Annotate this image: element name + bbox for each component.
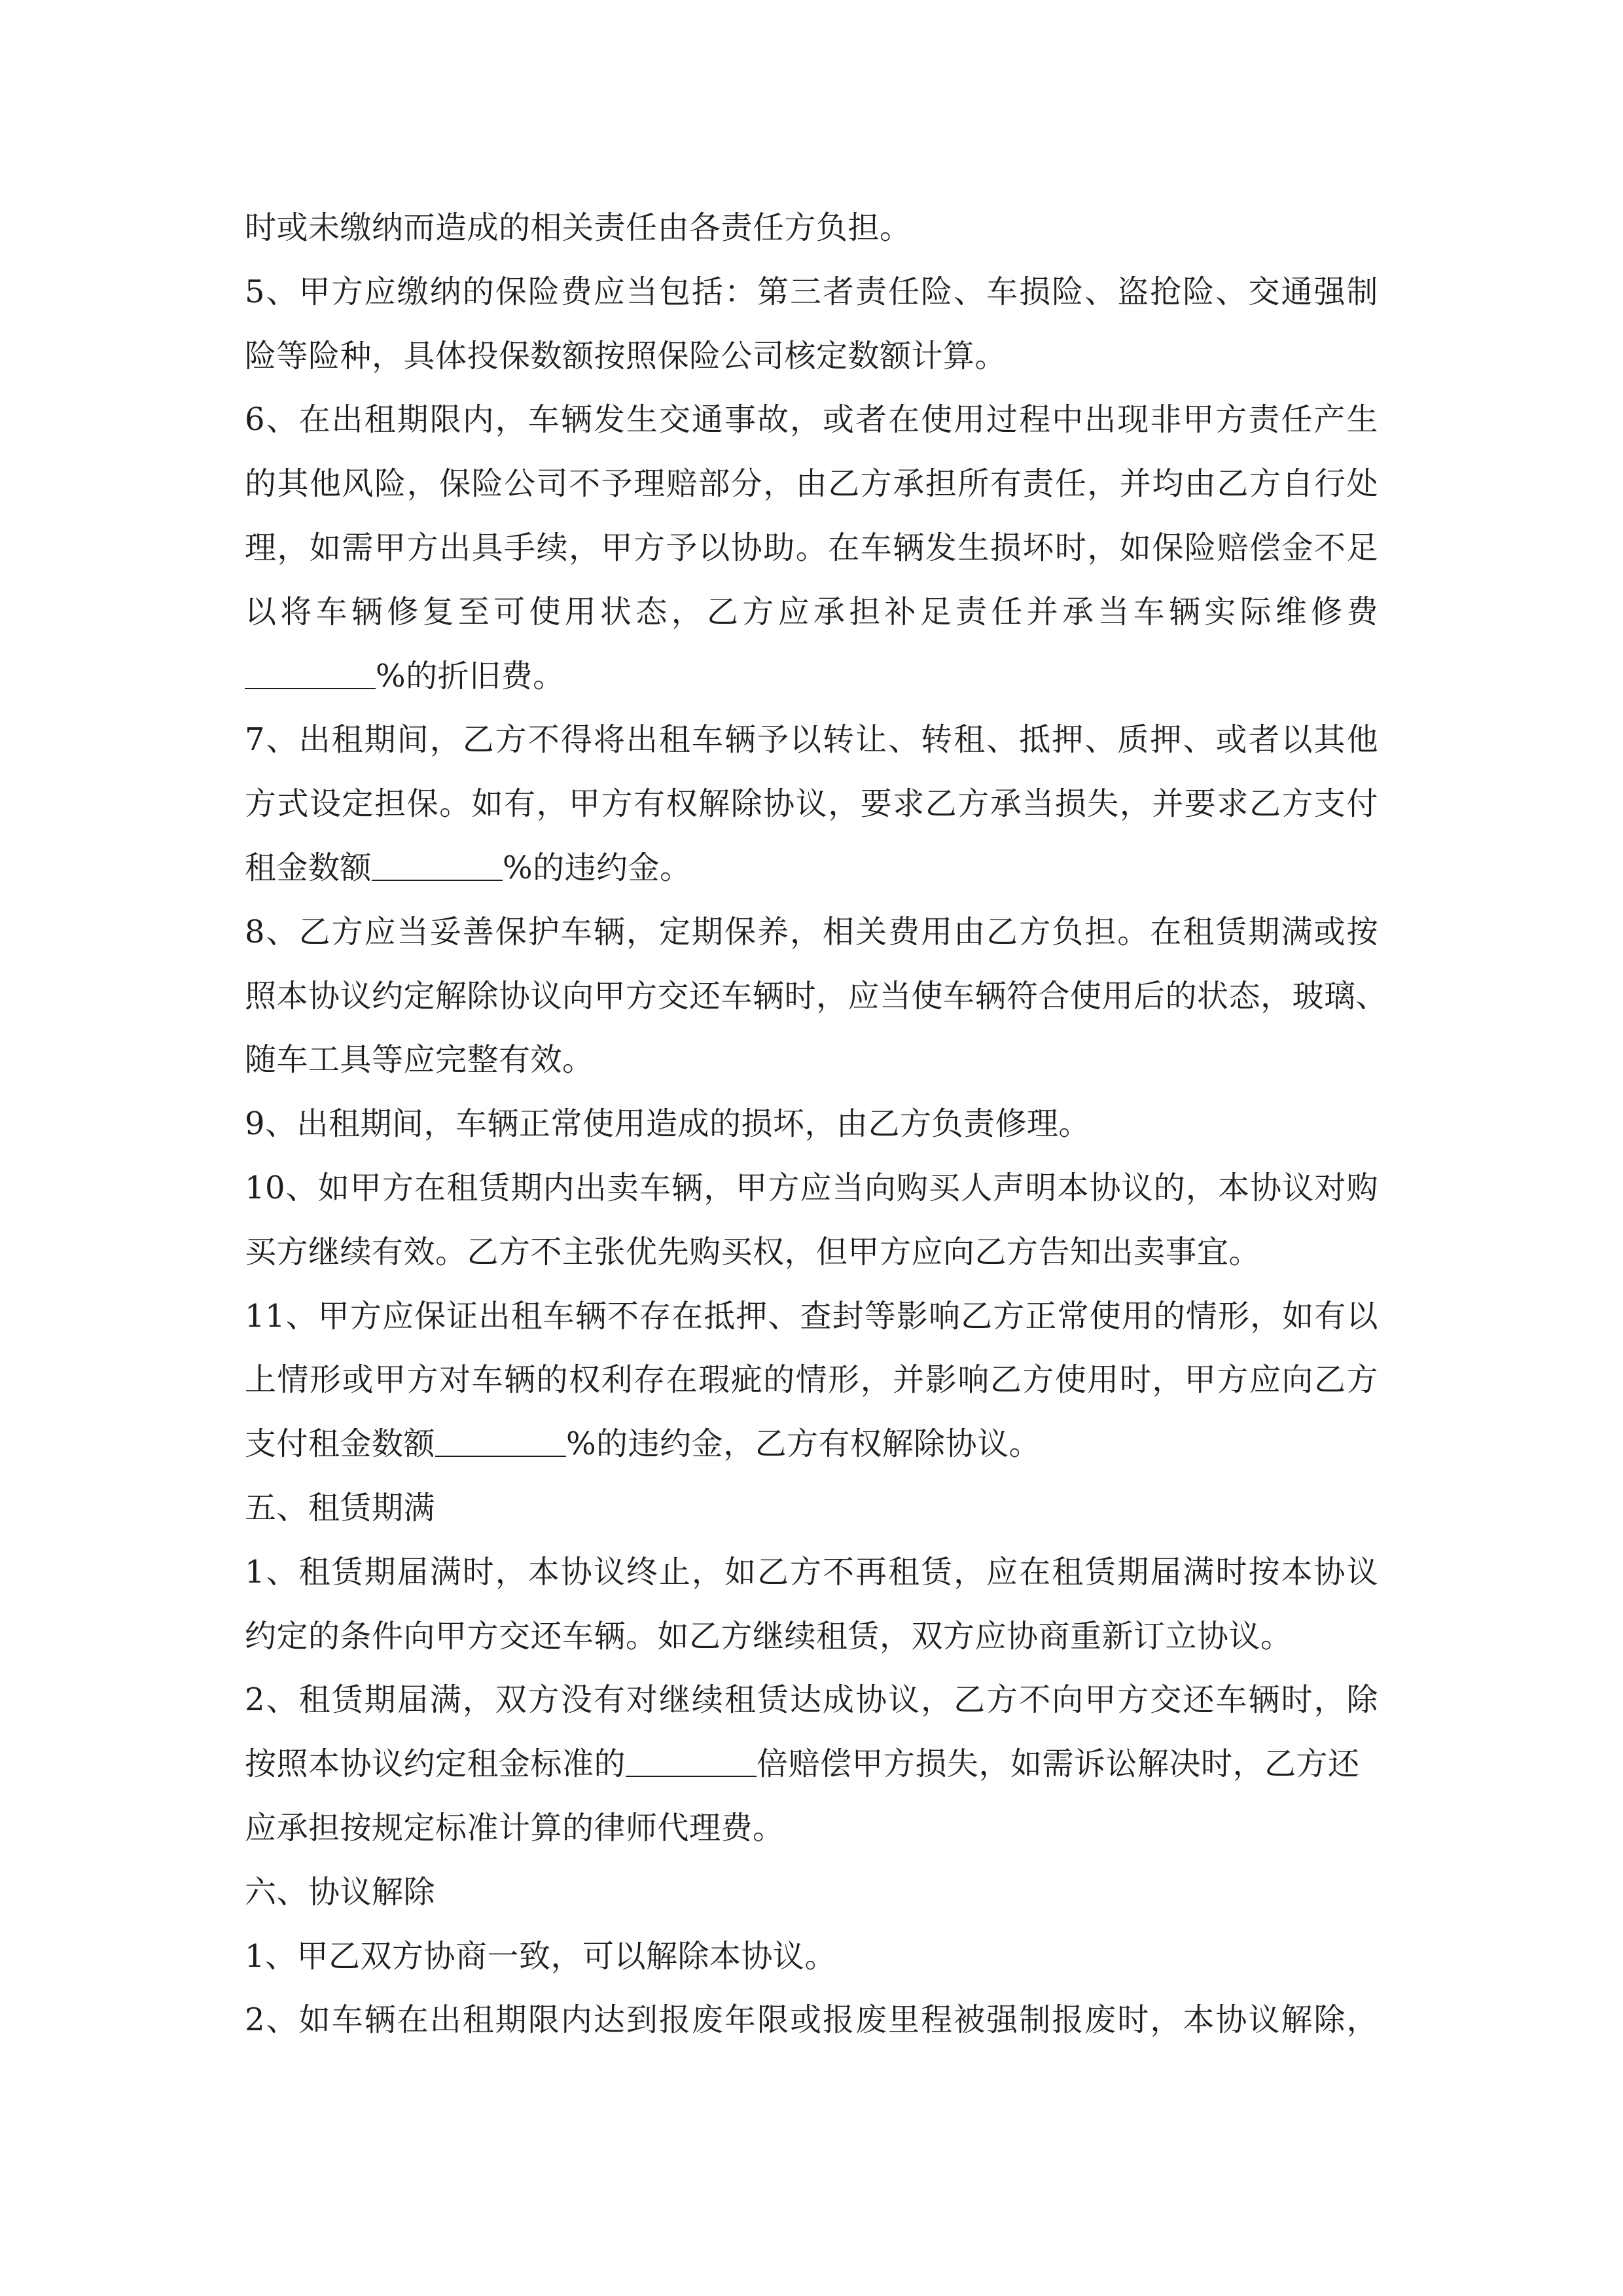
line-text: 10、如甲方在租赁期内出卖车辆，甲方应当向购买人声明本协议的，本协议对购: [245, 1169, 1378, 1206]
line-text: 支付租金数额: [245, 1426, 436, 1463]
line-text: %的违约金。: [503, 849, 692, 886]
text-line: [245, 645, 1378, 709]
line-text: 1、甲乙双方协商一致，可以解除本协议。: [245, 1937, 837, 1975]
fill-in-blank[interactable]: [626, 1749, 757, 1777]
text-line: [245, 1221, 1378, 1285]
line-text: %的违约金，乙方有权解除协议。: [566, 1426, 1041, 1463]
text-line: [245, 1348, 1378, 1412]
text-line: [245, 452, 1378, 516]
text-line: [245, 1541, 1378, 1605]
line-text: 1、租赁期届满时，本协议终止，如乙方不再租赁，应在租赁期届满时按本协议: [245, 1553, 1378, 1590]
line-text: 照本协议约定解除协议向甲方交还车辆时，应当使车辆符合使用后的状态，玻璃、: [245, 977, 1388, 1014]
line-text: 5、甲方应缴纳的保险费应当包括：第三者责任险、车损险、盗抢险、交通强制: [245, 273, 1378, 310]
text-line: [245, 581, 1378, 645]
text-line: [245, 836, 1378, 901]
line-text: 应承担按规定标准计算的律师代理费。: [245, 1809, 785, 1846]
text-line: [245, 1605, 1378, 1669]
line-text: 方式设定担保。如有，甲方有权解除协议，要求乙方承当损失，并要求乙方支付: [245, 785, 1378, 823]
line-text: 8、乙方应当妥善保护车辆，定期保养，相关费用由乙方负担。在租赁期满或按: [245, 913, 1378, 950]
line-text: 险等险种，具体投保数额按照保险公司核定数额计算。: [245, 337, 1007, 374]
line-text: 按照本协议约定租金标准的: [245, 1746, 626, 1783]
line-text: 6、在出租期限内，车辆发生交通事故，或者在使用过程中出现非甲方责任产生: [245, 401, 1378, 439]
line-text: 时或未缴纳而造成的相关责任由各责任方负担。: [245, 209, 912, 246]
text-line: [245, 965, 1388, 1029]
fill-in-blank[interactable]: [372, 853, 503, 881]
line-text: 随车工具等应完整有效。: [245, 1041, 594, 1079]
line-text: 买方继续有效。乙方不主张优先购买权，但甲方应向乙方告知出卖事宜。: [245, 1233, 1261, 1270]
line-text: 7、出租期间，乙方不得将出租车辆予以转让、转租、抵押、质押、或者以其他: [245, 721, 1378, 759]
fill-in-blank[interactable]: [245, 662, 376, 689]
text-line: [245, 388, 1378, 452]
text-line: [245, 1732, 1378, 1797]
document-body: [245, 196, 1388, 2053]
line-text: 2、如车辆在出租期限内达到报废年限或报废里程被强制报废时，本协议解除，: [245, 2001, 1378, 2039]
line-text: 约定的条件向甲方交还车辆。如乙方继续租赁，双方应协商重新订立协议。: [245, 1617, 1293, 1655]
text-line: [245, 1157, 1378, 1221]
text-line: [245, 901, 1378, 965]
text-line: [245, 1797, 1378, 1861]
line-text: 租金数额: [245, 849, 372, 886]
line-text: 倍赔偿甲方损失，如需诉讼解决时，乙方还: [757, 1746, 1360, 1783]
line-text: 的其他风险，保险公司不予理赔部分，由乙方承担所有责任，并均由乙方自行处: [245, 465, 1378, 503]
line-text: 以将车辆修复至可使用状态，乙方应承担补足责任并承当车辆实际维修费: [245, 593, 1378, 630]
text-line: [245, 708, 1378, 772]
text-line: [245, 1668, 1378, 1732]
text-line: [245, 260, 1378, 325]
text-line: [245, 1412, 1378, 1477]
section-heading: [245, 1477, 1378, 1541]
heading-text: 五、租赁期满: [245, 1489, 436, 1526]
text-line: [245, 1925, 1378, 1989]
heading-text: 六、协议解除: [245, 1873, 436, 1910]
text-line: [245, 1028, 1378, 1092]
line-text: 上情形或甲方对车辆的权利存在瑕疵的情形，并影响乙方使用时，甲方应向乙方: [245, 1361, 1378, 1399]
fill-in-blank[interactable]: [435, 1429, 566, 1457]
section-heading: [245, 1861, 1378, 1925]
line-text: 理，如需甲方出具手续，甲方予以协助。在车辆发生损坏时，如保险赔偿金不足: [245, 529, 1378, 566]
line-text: %的折旧费。: [376, 657, 565, 694]
text-line: [245, 1092, 1378, 1157]
text-line: [245, 772, 1378, 836]
line-text: 2、租赁期届满，双方没有对继续租赁达成协议，乙方不向甲方交还车辆时，除: [245, 1681, 1378, 1719]
text-line: [245, 1988, 1378, 2053]
text-line: [245, 516, 1378, 581]
line-text: 9、出租期间，车辆正常使用造成的损坏，由乙方负责修理。: [245, 1105, 1091, 1143]
text-line: [245, 1285, 1378, 1349]
text-line: [245, 196, 1378, 260]
text-line: [245, 325, 1378, 389]
line-text: 11、甲方应保证出租车辆不存在抵押、查封等影响乙方正常使用的情形，如有以: [245, 1297, 1378, 1335]
